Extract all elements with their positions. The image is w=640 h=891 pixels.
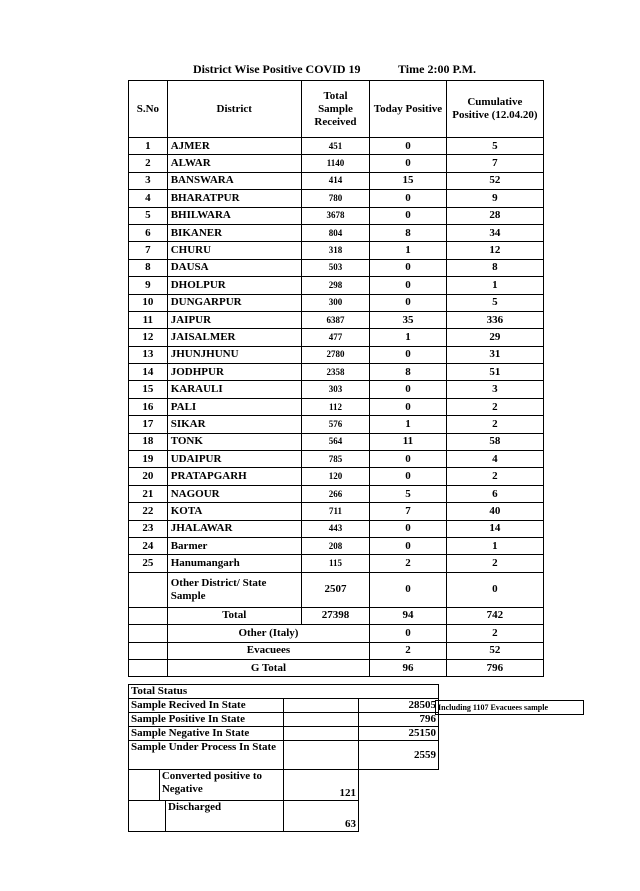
table-row bbox=[129, 172, 544, 189]
row-cumulative-positive: 34 bbox=[446, 224, 543, 241]
table-row bbox=[129, 155, 544, 172]
converted-label: Converted positive to Negative bbox=[161, 770, 263, 795]
row-today-positive: 0 bbox=[370, 381, 447, 398]
process-row bbox=[129, 741, 439, 770]
evacuees-label: Evacuees bbox=[167, 642, 369, 659]
discharged-value: 63 bbox=[284, 801, 359, 832]
col-total: Total Sample Received bbox=[301, 81, 369, 138]
row-cumulative-positive: 6 bbox=[446, 485, 543, 502]
row-total-samples: 785 bbox=[301, 451, 369, 468]
positive-row bbox=[129, 713, 439, 727]
row-sno: 12 bbox=[129, 329, 168, 346]
discharged-label: Discharged bbox=[168, 801, 222, 813]
table-row bbox=[129, 138, 544, 155]
grand-total-today: 96 bbox=[370, 659, 447, 676]
row-total-samples: 804 bbox=[301, 224, 369, 241]
district-table bbox=[128, 80, 544, 677]
row-today-positive: 7 bbox=[370, 503, 447, 520]
row-district: PRATAPGARH bbox=[167, 468, 301, 485]
report-time: Time 2:00 P.M. bbox=[398, 62, 476, 76]
row-district: BANSWARA bbox=[167, 172, 301, 189]
table-row bbox=[129, 503, 544, 520]
row-total-samples: 318 bbox=[301, 242, 369, 259]
received-note: Including 1107 Evacuees sample bbox=[435, 700, 584, 715]
table-row bbox=[129, 207, 544, 224]
row-sno: 4 bbox=[129, 190, 168, 207]
row-sno: 15 bbox=[129, 381, 168, 398]
row-cumulative-positive: 2 bbox=[446, 555, 543, 572]
row-cumulative-positive: 28 bbox=[446, 207, 543, 224]
row-today-positive: 1 bbox=[370, 416, 447, 433]
total-today: 94 bbox=[370, 607, 447, 624]
negative-row bbox=[129, 727, 439, 741]
row-sno: 22 bbox=[129, 503, 168, 520]
row-total-samples: 477 bbox=[301, 329, 369, 346]
row-today-positive: 0 bbox=[370, 138, 447, 155]
row-cumulative-positive: 3 bbox=[446, 381, 543, 398]
row-sno: 16 bbox=[129, 398, 168, 415]
table-row bbox=[129, 190, 544, 207]
row-today-positive: 0 bbox=[370, 537, 447, 554]
total-label: Total bbox=[167, 607, 301, 624]
row-sno: 14 bbox=[129, 364, 168, 381]
positive-value: 796 bbox=[359, 713, 439, 727]
row-district: KOTA bbox=[167, 503, 301, 520]
row-cumulative-positive: 52 bbox=[446, 172, 543, 189]
page-title bbox=[193, 62, 476, 77]
row-total-samples: 711 bbox=[301, 503, 369, 520]
row-district: JAISALMER bbox=[167, 329, 301, 346]
row-total-samples: 451 bbox=[301, 138, 369, 155]
table-row bbox=[129, 572, 544, 607]
row-district: JHALAWAR bbox=[167, 520, 301, 537]
row-cumulative-positive: 14 bbox=[446, 520, 543, 537]
row-sno: 8 bbox=[129, 259, 168, 276]
row-district: DAUSA bbox=[167, 259, 301, 276]
col-district: District bbox=[167, 81, 301, 138]
row-cumulative-positive: 5 bbox=[446, 294, 543, 311]
grand-total-label: G Total bbox=[167, 659, 369, 676]
row-district: Barmer bbox=[167, 537, 301, 554]
discharged-row bbox=[129, 801, 439, 832]
row-total-samples: 576 bbox=[301, 416, 369, 433]
row-total-samples: 503 bbox=[301, 259, 369, 276]
row-cumulative-positive: 336 bbox=[446, 311, 543, 328]
row-total-samples: 780 bbox=[301, 190, 369, 207]
italy-row bbox=[129, 625, 544, 642]
row-district: BHILWARA bbox=[167, 207, 301, 224]
col-sno: S.No bbox=[129, 81, 168, 138]
process-label: Sample Under Process In State bbox=[129, 741, 284, 770]
received-value: 28505 bbox=[359, 699, 439, 713]
row-today-positive: 0 bbox=[370, 398, 447, 415]
row-sno: 20 bbox=[129, 468, 168, 485]
table-row bbox=[129, 346, 544, 363]
row-sno bbox=[129, 572, 168, 607]
row-sno: 3 bbox=[129, 172, 168, 189]
row-cumulative-positive: 12 bbox=[446, 242, 543, 259]
status-table bbox=[128, 684, 439, 832]
row-cumulative-positive: 2 bbox=[446, 398, 543, 415]
grand-total-row bbox=[129, 659, 544, 676]
converted-value: 121 bbox=[284, 770, 359, 801]
row-total-samples: 443 bbox=[301, 520, 369, 537]
row-today-positive: 0 bbox=[370, 190, 447, 207]
grand-total-cumulative: 796 bbox=[446, 659, 543, 676]
row-district: Hanumangarh bbox=[167, 555, 301, 572]
total-cumulative: 742 bbox=[446, 607, 543, 624]
converted-row bbox=[129, 770, 439, 801]
table-row bbox=[129, 398, 544, 415]
row-district: BIKANER bbox=[167, 224, 301, 241]
table-header-row bbox=[129, 81, 544, 138]
table-row bbox=[129, 311, 544, 328]
row-today-positive: 5 bbox=[370, 485, 447, 502]
row-cumulative-positive: 9 bbox=[446, 190, 543, 207]
row-today-positive: 0 bbox=[370, 572, 447, 607]
row-sno: 21 bbox=[129, 485, 168, 502]
row-total-samples: 120 bbox=[301, 468, 369, 485]
col-today: Today Positive bbox=[370, 81, 447, 138]
row-total-samples: 3678 bbox=[301, 207, 369, 224]
table-row bbox=[129, 555, 544, 572]
evacuees-cumulative: 52 bbox=[446, 642, 543, 659]
row-today-positive: 0 bbox=[370, 277, 447, 294]
italy-label: Other (Italy) bbox=[167, 625, 369, 642]
row-total-samples: 564 bbox=[301, 433, 369, 450]
row-sno: 19 bbox=[129, 451, 168, 468]
positive-label: Sample Positive In State bbox=[129, 713, 284, 727]
table-row bbox=[129, 277, 544, 294]
table-row bbox=[129, 416, 544, 433]
row-today-positive: 0 bbox=[370, 451, 447, 468]
table-row bbox=[129, 242, 544, 259]
row-cumulative-positive: 1 bbox=[446, 537, 543, 554]
row-today-positive: 2 bbox=[370, 555, 447, 572]
row-cumulative-positive: 2 bbox=[446, 468, 543, 485]
total-row bbox=[129, 607, 544, 624]
negative-label: Sample Negative In State bbox=[129, 727, 284, 741]
row-sno: 11 bbox=[129, 311, 168, 328]
row-sno: 1 bbox=[129, 138, 168, 155]
row-cumulative-positive: 5 bbox=[446, 138, 543, 155]
row-today-positive: 0 bbox=[370, 520, 447, 537]
row-cumulative-positive: 8 bbox=[446, 259, 543, 276]
row-sno: 25 bbox=[129, 555, 168, 572]
row-total-samples: 2780 bbox=[301, 346, 369, 363]
table-row bbox=[129, 485, 544, 502]
table-row bbox=[129, 537, 544, 554]
row-district: NAGOUR bbox=[167, 485, 301, 502]
row-today-positive: 8 bbox=[370, 364, 447, 381]
report-title: District Wise Positive COVID 19 bbox=[193, 62, 361, 76]
row-total-samples: 115 bbox=[301, 555, 369, 572]
row-cumulative-positive: 4 bbox=[446, 451, 543, 468]
table-row bbox=[129, 364, 544, 381]
table-row bbox=[129, 329, 544, 346]
row-sno: 5 bbox=[129, 207, 168, 224]
row-sno: 17 bbox=[129, 416, 168, 433]
row-sno: 24 bbox=[129, 537, 168, 554]
row-sno: 23 bbox=[129, 520, 168, 537]
row-today-positive: 1 bbox=[370, 329, 447, 346]
row-total-samples: 2507 bbox=[301, 572, 369, 607]
status-title: Total Status bbox=[129, 685, 439, 699]
row-cumulative-positive: 40 bbox=[446, 503, 543, 520]
row-sno: 6 bbox=[129, 224, 168, 241]
italy-today: 0 bbox=[370, 625, 447, 642]
received-label: Sample Recived In State bbox=[129, 699, 284, 713]
row-sno: 13 bbox=[129, 346, 168, 363]
row-district: ALWAR bbox=[167, 155, 301, 172]
row-sno: 2 bbox=[129, 155, 168, 172]
row-sno: 9 bbox=[129, 277, 168, 294]
row-cumulative-positive: 31 bbox=[446, 346, 543, 363]
row-today-positive: 0 bbox=[370, 155, 447, 172]
evacuees-row bbox=[129, 642, 544, 659]
received-row bbox=[129, 699, 439, 713]
row-district: SIKAR bbox=[167, 416, 301, 433]
row-district: DHOLPUR bbox=[167, 277, 301, 294]
row-today-positive: 8 bbox=[370, 224, 447, 241]
row-sno: 18 bbox=[129, 433, 168, 450]
row-cumulative-positive: 1 bbox=[446, 277, 543, 294]
row-today-positive: 15 bbox=[370, 172, 447, 189]
row-today-positive: 0 bbox=[370, 294, 447, 311]
row-district: BHARATPUR bbox=[167, 190, 301, 207]
row-total-samples: 303 bbox=[301, 381, 369, 398]
row-district: JHUNJHUNU bbox=[167, 346, 301, 363]
row-cumulative-positive: 29 bbox=[446, 329, 543, 346]
table-row bbox=[129, 520, 544, 537]
row-district: DUNGARPUR bbox=[167, 294, 301, 311]
row-district: UDAIPUR bbox=[167, 451, 301, 468]
row-today-positive: 35 bbox=[370, 311, 447, 328]
row-district: JODHPUR bbox=[167, 364, 301, 381]
row-today-positive: 0 bbox=[370, 207, 447, 224]
row-district: JAIPUR bbox=[167, 311, 301, 328]
col-cumulative: Cumulative Positive (12.04.20) bbox=[446, 81, 543, 138]
row-cumulative-positive: 58 bbox=[446, 433, 543, 450]
table-row bbox=[129, 433, 544, 450]
row-today-positive: 0 bbox=[370, 468, 447, 485]
table-row bbox=[129, 224, 544, 241]
row-district: TONK bbox=[167, 433, 301, 450]
row-cumulative-positive: 0 bbox=[446, 572, 543, 607]
table-body bbox=[129, 138, 544, 608]
row-district: PALI bbox=[167, 398, 301, 415]
table-row bbox=[129, 259, 544, 276]
row-district: AJMER bbox=[167, 138, 301, 155]
row-cumulative-positive: 2 bbox=[446, 416, 543, 433]
row-district: CHURU bbox=[167, 242, 301, 259]
row-total-samples: 300 bbox=[301, 294, 369, 311]
row-total-samples: 414 bbox=[301, 172, 369, 189]
evacuees-today: 2 bbox=[370, 642, 447, 659]
row-district: KARAULI bbox=[167, 381, 301, 398]
row-today-positive: 0 bbox=[370, 346, 447, 363]
totals-body bbox=[129, 607, 544, 677]
status-title-row bbox=[129, 685, 439, 699]
row-total-samples: 298 bbox=[301, 277, 369, 294]
row-today-positive: 11 bbox=[370, 433, 447, 450]
row-sno: 7 bbox=[129, 242, 168, 259]
total-samples: 27398 bbox=[301, 607, 369, 624]
row-today-positive: 0 bbox=[370, 259, 447, 276]
row-total-samples: 2358 bbox=[301, 364, 369, 381]
table-row bbox=[129, 451, 544, 468]
row-cumulative-positive: 51 bbox=[446, 364, 543, 381]
table-row bbox=[129, 381, 544, 398]
table-row bbox=[129, 294, 544, 311]
row-today-positive: 1 bbox=[370, 242, 447, 259]
row-district: Other District/ State Sample bbox=[167, 572, 301, 607]
table-row bbox=[129, 468, 544, 485]
row-total-samples: 208 bbox=[301, 537, 369, 554]
process-value: 2559 bbox=[359, 741, 439, 770]
row-total-samples: 1140 bbox=[301, 155, 369, 172]
row-total-samples: 266 bbox=[301, 485, 369, 502]
row-cumulative-positive: 7 bbox=[446, 155, 543, 172]
row-sno: 10 bbox=[129, 294, 168, 311]
row-total-samples: 6387 bbox=[301, 311, 369, 328]
row-total-samples: 112 bbox=[301, 398, 369, 415]
negative-value: 25150 bbox=[359, 727, 439, 741]
italy-cumulative: 2 bbox=[446, 625, 543, 642]
